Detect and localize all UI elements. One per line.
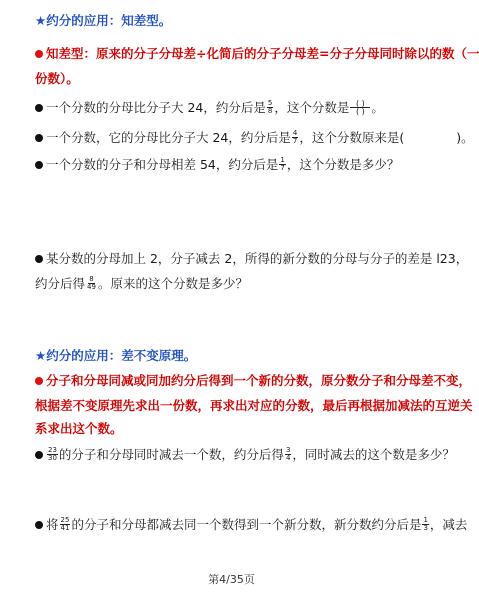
question-1: 一个分数的分母比分子大 24，约分后是 $\frac{5}{8}$ ，这个分数是 $\frac{( )}{( )}$ 。 [35,100,384,116]
bullet-icon [35,377,43,385]
section2-method-line2: 根据差不变原理先求出一份数，再求出对应的分数，最后再根据加减法的互逆关 [35,398,473,413]
answer-fraction-blank: $\frac{( )}{( )}$ [350,100,370,115]
bullet-icon [35,161,43,169]
section2-title: ★约分的应用：差不变原理。 [35,348,197,363]
question-4-line2: 约分后得 $\frac{8}{49}$ 。原来的这个分数是多少？ [35,275,248,291]
bullet-icon [35,255,43,263]
bullet-icon [35,451,43,459]
question-3: 一个分数的分子和分母相差 54，约分后是 $\frac{1}{7}$ ，这个分数是多少？ [35,157,399,173]
question-2: 一个分数，它的分母比分子大 24，约分后是 $\frac{4}{7}$ ，这个分数原来是( )。 [35,130,474,146]
fraction-4-7: $\frac{4}{7}$ [292,129,298,145]
question-5: $\frac{23}{30}$ 的分子和分母同时减去一个数，约分后得 $\frac{3}{4}$ ，同时减去的这个数是多少？ [35,447,455,463]
section1-method-line2: 份数）。 [35,71,79,86]
question-6: 将 $\frac{25}{41}$ 的分子和分母都减去同一个数得到一个新分数，新分数约分后是 $\frac{1}{3}$ ，减去 [35,517,467,533]
bullet-icon [35,134,43,142]
bullet-icon [35,521,43,529]
section2-method-line1: 分子和分母同减或同加约分后得到一个新的分数，原分数分子和分母差不变， [35,373,471,389]
fraction-1-3: $\frac{1}{3}$ [423,516,428,532]
bullet-icon [35,104,43,112]
fraction-25-41: $\frac{25}{41}$ [60,516,70,532]
section1-title: ★约分的应用：知差型。 [35,13,172,28]
question-4-line1: 某分数的分母加上 2，分子减去 2，所得的新分数的分母与分子的差是 l23， [35,251,468,267]
fraction-5-8: $\frac{5}{8}$ [267,99,273,115]
section1-method-line1: 知差型：原来的分子分母差÷化简后的分子分母差=分子分母同时除以的数（一 [35,46,479,62]
page-number: 第4/35页 [208,573,255,586]
fraction-8-49: $\frac{8}{49}$ [87,275,96,291]
bullet-icon [35,50,43,58]
fraction-3-4: $\frac{3}{4}$ [285,446,291,462]
fraction-1-7: $\frac{1}{7}$ [280,156,285,172]
section2-method-line3: 系求出这个数。 [35,421,123,436]
fraction-23-30: $\frac{23}{30}$ [48,446,57,462]
